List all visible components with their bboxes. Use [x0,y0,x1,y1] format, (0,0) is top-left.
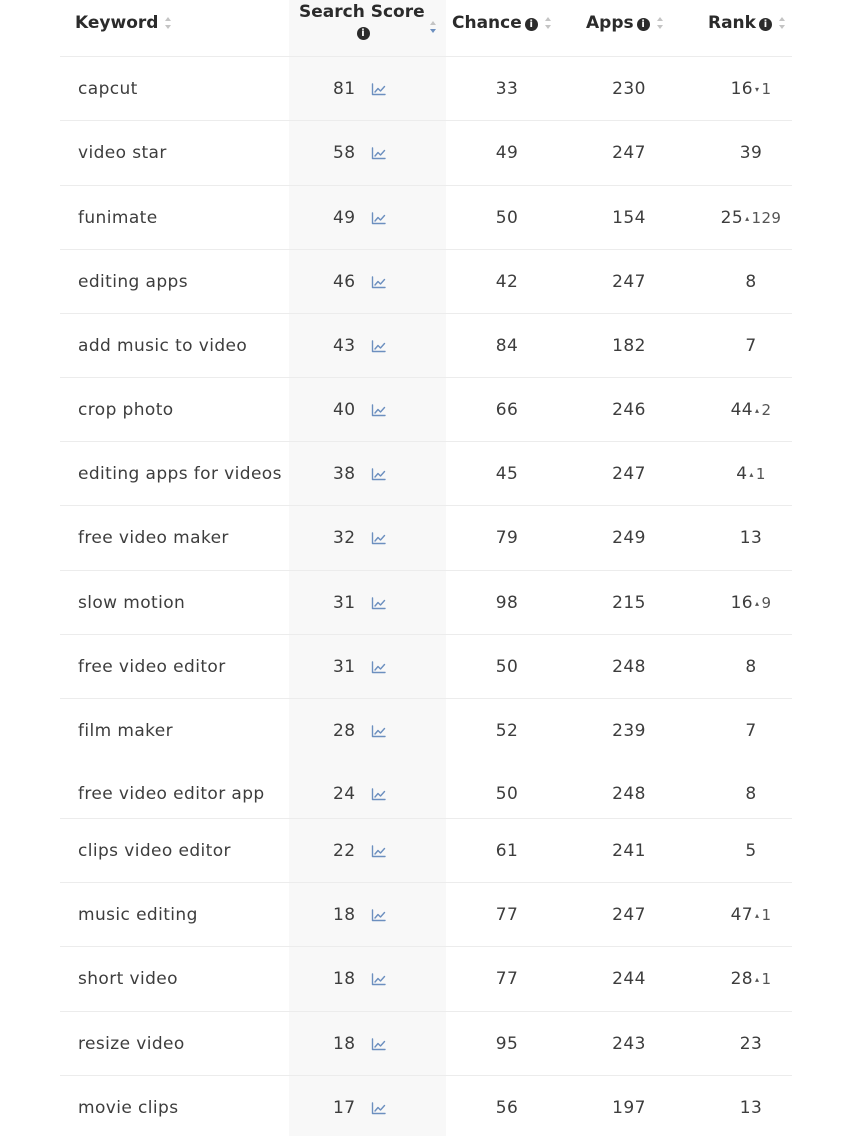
trend-chart-icon[interactable] [370,762,386,826]
search-score-cell: 58 [333,143,356,163]
apps-cell: 239 [612,721,646,741]
info-icon[interactable]: i [759,18,772,31]
rank-cell [716,1076,786,1140]
rank-change-value: 129 [751,209,782,227]
rank-cell [716,57,786,121]
rank-change-arrow-icon: ▴ [749,469,754,479]
apps-cell: 182 [612,336,646,356]
chance-cell: 50 [495,208,519,228]
rank-value: 8 [745,784,757,804]
chance-cell: 50 [495,657,519,677]
rank-cell [716,442,786,506]
trend-chart-icon[interactable] [370,250,386,314]
rank-value: 5 [745,841,757,861]
rank-value: 8 [745,272,757,292]
rank-cell [716,506,786,570]
rank-change-value: 9 [761,594,772,612]
search-score-cell: 18 [333,969,356,989]
apps-cell: 247 [612,464,646,484]
table-row[interactable] [60,249,792,314]
rank-value: 16 [730,79,754,99]
trend-chart-icon[interactable] [370,819,386,883]
rank-change-arrow-icon: ▴ [755,405,760,415]
chance-cell: 42 [495,272,519,292]
table-row[interactable] [60,120,792,185]
chance-cell: 77 [495,969,519,989]
rank-change-arrow-icon: ▴ [745,213,750,223]
rank-cell [716,186,786,250]
rank-cell [716,571,786,635]
rank-change-arrow-icon: ▴ [755,598,760,608]
rank-value: 8 [745,657,757,677]
info-icon[interactable]: i [357,27,370,40]
rank-value: 25 [720,208,744,228]
search-score-cell: 18 [333,905,356,925]
rank-cell [716,1012,786,1076]
rank-cell [716,635,786,699]
chance-cell: 95 [495,1034,519,1054]
apps-cell: 244 [612,969,646,989]
chance-cell: 66 [495,400,519,420]
trend-chart-icon[interactable] [370,947,386,1011]
rank-value: 13 [739,528,763,548]
search-score-cell: 28 [333,721,356,741]
chance-cell: 56 [495,1098,519,1118]
chance-cell: 50 [495,784,519,804]
apps-cell: 247 [612,143,646,163]
keyword-cell: clips video editor [78,841,231,861]
apps-cell: 243 [612,1034,646,1054]
rank-cell [716,762,786,826]
search-score-cell: 18 [333,1034,356,1054]
rank-change-arrow-icon: ▾ [755,84,760,94]
column-header-apps-label: Apps [586,13,634,33]
rank-cell [716,947,786,1011]
table-row[interactable] [60,1011,792,1076]
trend-chart-icon[interactable] [370,442,386,506]
rank-value: 13 [739,1098,763,1118]
column-header-search-score[interactable] [299,2,424,58]
table-row[interactable] [60,441,792,506]
trend-chart-icon[interactable] [370,699,386,763]
table-row[interactable] [60,56,792,121]
search-score-cell: 32 [333,528,356,548]
search-score-cell: 38 [333,464,356,484]
keyword-cell: editing apps [78,272,188,292]
keyword-table [60,0,792,1136]
column-header-chance-label: Chance [452,13,522,33]
trend-chart-icon[interactable] [370,571,386,635]
rank-change-value: 1 [761,80,772,98]
table-row[interactable] [60,818,792,883]
apps-cell: 247 [612,272,646,292]
sort-icon[interactable] [544,16,552,30]
search-score-cell: 24 [333,784,356,804]
table-row[interactable] [60,313,792,378]
search-score-cell: 46 [333,272,356,292]
search-score-cell: 81 [333,79,356,99]
search-score-cell: 40 [333,400,356,420]
trend-chart-icon[interactable] [370,314,386,378]
rank-change-value: 1 [761,970,772,988]
keyword-cell: add music to video [78,336,248,356]
trend-chart-icon[interactable] [370,186,386,250]
chance-cell: 45 [495,464,519,484]
chance-cell: 77 [495,905,519,925]
rank-value: 28 [730,969,754,989]
chance-cell: 33 [495,79,519,99]
trend-chart-icon[interactable] [370,1012,386,1076]
trend-chart-icon[interactable] [370,506,386,570]
rank-change-arrow-icon: ▴ [755,910,760,920]
trend-chart-icon[interactable] [370,57,386,121]
keyword-cell: film maker [78,721,174,741]
search-score-cell: 31 [333,657,356,677]
keyword-cell: video star [78,143,167,163]
keyword-cell: short video [78,969,178,989]
trend-chart-icon[interactable] [370,635,386,699]
chance-cell: 49 [495,143,519,163]
rank-cell [716,121,786,185]
table-header [60,0,792,56]
table-row[interactable] [60,634,792,699]
search-score-cell: 43 [333,336,356,356]
rank-value: 4 [736,464,748,484]
table-row[interactable] [60,946,792,1011]
apps-cell: 246 [612,400,646,420]
apps-cell: 247 [612,905,646,925]
rank-change-arrow-icon: ▴ [755,974,760,984]
rank-value: 23 [739,1034,763,1054]
table-row[interactable] [60,698,792,763]
chance-cell: 84 [495,336,519,356]
keyword-cell: funimate [78,208,158,228]
apps-cell: 241 [612,841,646,861]
trend-chart-icon[interactable] [370,883,386,947]
sort-icon[interactable] [164,16,172,30]
keyword-cell: capcut [78,79,138,99]
rank-cell [716,699,786,763]
keyword-cell: free video editor app [78,784,265,804]
apps-cell: 249 [612,528,646,548]
rank-cell [716,819,786,883]
search-score-cell: 22 [333,841,356,861]
info-icon[interactable]: i [637,18,650,31]
keyword-cell: editing apps for videos [78,464,282,484]
keyword-cell: free video editor [78,657,226,677]
keyword-cell: movie clips [78,1098,179,1118]
apps-cell: 215 [612,593,646,613]
keyword-cell: resize video [78,1034,185,1054]
sort-icon[interactable] [429,20,437,34]
rank-cell [716,883,786,947]
table-row[interactable] [60,762,792,826]
column-header-rank-label: Rank [708,13,756,33]
rank-value: 39 [739,143,763,163]
chance-cell: 52 [495,721,519,741]
table-row[interactable] [60,377,792,442]
search-score-cell: 17 [333,1098,356,1118]
chance-cell: 61 [495,841,519,861]
keyword-cell: free video maker [78,528,229,548]
rank-cell [716,378,786,442]
sort-icon[interactable] [656,16,664,30]
rank-change-value: 2 [761,401,772,419]
search-score-cell: 31 [333,593,356,613]
rank-cell [716,314,786,378]
table-row[interactable] [60,1075,792,1140]
column-header-search-score-label: Search Score [299,2,425,22]
rank-value: 16 [730,593,754,613]
table-row[interactable] [60,882,792,947]
search-score-cell: 49 [333,208,356,228]
rank-value: 47 [730,905,754,925]
rank-change-value: 1 [761,906,772,924]
table-row[interactable] [60,570,792,635]
apps-cell: 248 [612,657,646,677]
keyword-cell: crop photo [78,400,174,420]
chance-cell: 98 [495,593,519,613]
keyword-cell: music editing [78,905,198,925]
column-header-keyword-label: Keyword [75,13,159,33]
apps-cell: 154 [612,208,646,228]
info-icon[interactable]: i [525,18,538,31]
rank-value: 7 [745,336,757,356]
apps-cell: 197 [612,1098,646,1118]
keyword-cell: slow motion [78,593,186,613]
apps-cell: 230 [612,79,646,99]
trend-chart-icon[interactable] [370,378,386,442]
chance-cell: 79 [495,528,519,548]
table-row[interactable] [60,185,792,250]
apps-cell: 248 [612,784,646,804]
rank-value: 7 [745,721,757,741]
sort-icon[interactable] [778,16,786,30]
table-row[interactable] [60,505,792,570]
trend-chart-icon[interactable] [370,1076,386,1140]
rank-value: 44 [730,400,754,420]
rank-cell [716,250,786,314]
rank-change-value: 1 [755,465,766,483]
trend-chart-icon[interactable] [370,121,386,185]
